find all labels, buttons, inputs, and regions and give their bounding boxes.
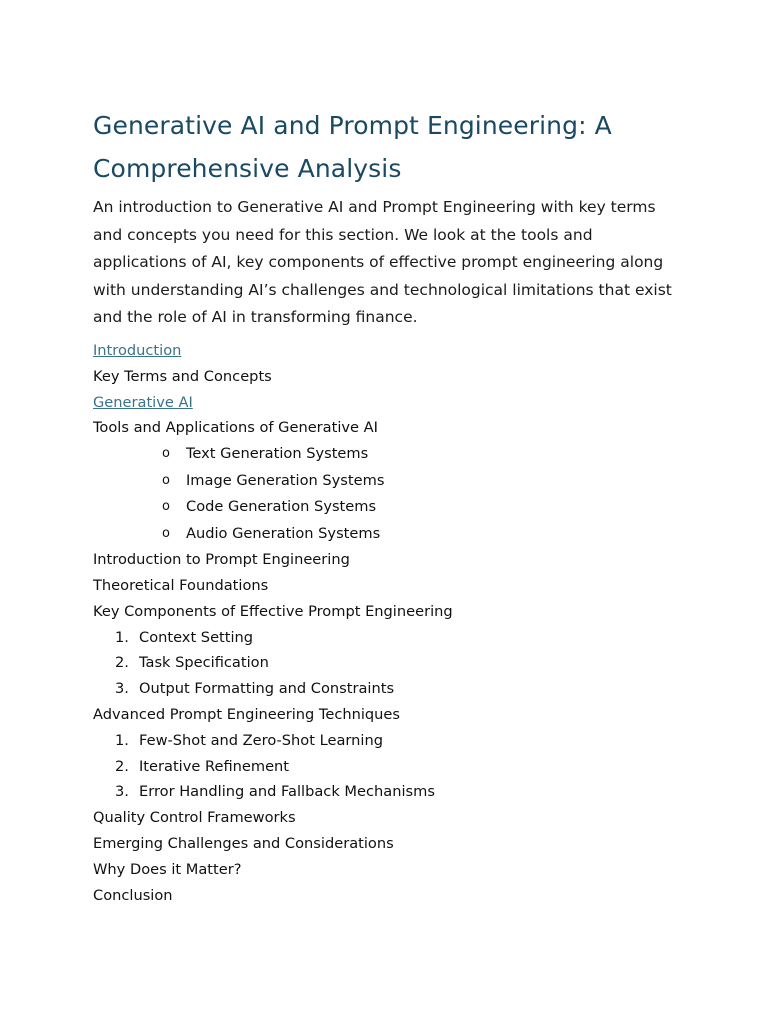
list-item-label: Output Formatting and Constraints [139, 680, 395, 698]
toc-item-theoretical-foundations: Theoretical Foundations [93, 576, 269, 594]
bullet-marker: o [162, 472, 170, 488]
toc-item-introduction[interactable] [93, 338, 678, 364]
list-item-label: Error Handling and Fallback Mechanisms [139, 783, 435, 801]
list-item-label: Image Generation Systems [186, 471, 385, 489]
list-number: 3. [115, 783, 129, 801]
list-item [93, 494, 678, 521]
toc-item-tools-applications: Tools and Applications of Generative AI [93, 419, 378, 437]
list-item-label: Audio Generation Systems [186, 524, 381, 542]
list-item [93, 650, 678, 676]
toc-item-advanced-techniques: Advanced Prompt Engineering Techniques [93, 705, 401, 723]
intro-paragraph: An introduction to Generative AI and Prompt Engineering with key terms and concepts you need for this section. We look at the tools and applications of AI, key components of effective prompt engineering along with understanding AI’s challenges and technological limitations that exist and the role of AI in transforming finance. [93, 198, 672, 327]
generative-ai-link[interactable]: Generative AI [93, 393, 193, 411]
toc-item-why-matter: Why Does it Matter? [93, 860, 242, 878]
toc-item-emerging-challenges: Emerging Challenges and Considerations [93, 834, 394, 852]
list-number: 2. [115, 654, 129, 672]
list-number: 3. [115, 680, 129, 698]
list-item [93, 441, 678, 468]
bullet-marker: o [162, 499, 170, 515]
introduction-link[interactable]: Introduction [93, 341, 182, 359]
list-item [93, 625, 678, 651]
toc-item-conclusion: Conclusion [93, 886, 173, 904]
list-number: 2. [115, 757, 129, 775]
document-title: Generative AI and Prompt Engineering: A Comprehensive Analysis [93, 111, 612, 183]
list-item [93, 779, 678, 805]
list-item-label: Text Generation Systems [186, 445, 369, 463]
toc-item-intro-prompt-engineering: Introduction to Prompt Engineering [93, 551, 350, 569]
bullet-marker: o [162, 446, 170, 462]
list-item [93, 676, 678, 702]
toc-item-key-components: Key Components of Effective Prompt Engineering [93, 602, 453, 620]
toc-item-quality-control: Quality Control Frameworks [93, 809, 296, 827]
list-item [93, 754, 678, 780]
list-item [93, 468, 678, 495]
tools-bullet-list [93, 441, 678, 547]
list-item [93, 521, 678, 548]
list-item-label: Few-Shot and Zero-Shot Learning [139, 731, 383, 749]
list-item-label: Code Generation Systems [186, 498, 377, 516]
list-item-label: Iterative Refinement [139, 757, 290, 775]
list-item-label: Context Setting [139, 628, 254, 646]
bullet-marker: o [162, 525, 170, 541]
advanced-techniques-list [93, 728, 678, 805]
list-number: 1. [115, 731, 129, 749]
list-item-label: Task Specification [139, 654, 269, 672]
key-components-list [93, 625, 678, 702]
list-item [93, 728, 678, 754]
toc-item-generative-ai[interactable] [93, 390, 678, 416]
list-number: 1. [115, 628, 129, 646]
toc-item-key-terms: Key Terms and Concepts [93, 367, 272, 385]
